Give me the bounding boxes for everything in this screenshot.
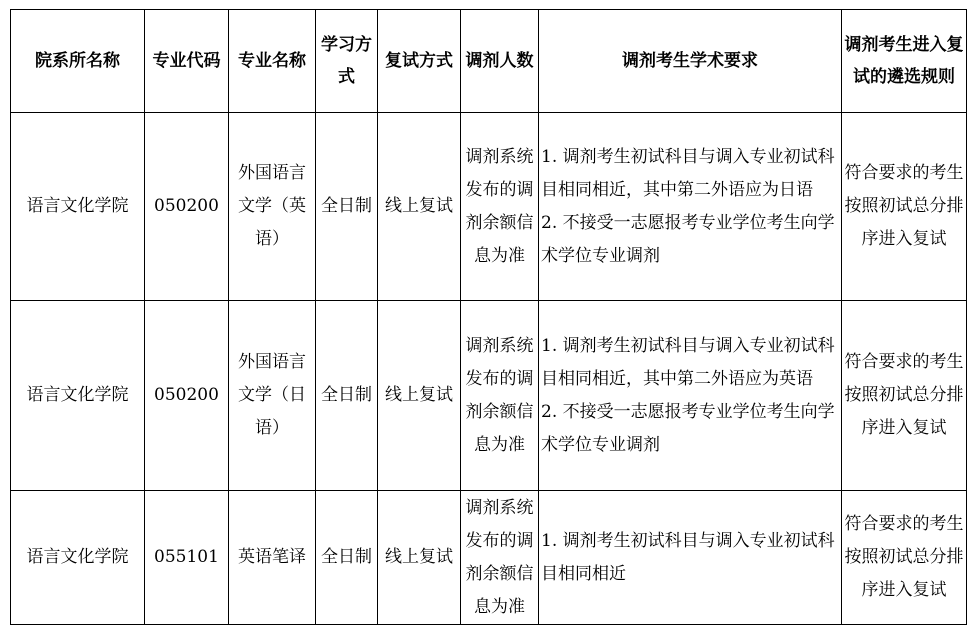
header-rule: 调剂考生进入复试的遴选规则 bbox=[842, 10, 967, 113]
cell-mode: 全日制 bbox=[316, 301, 378, 491]
header-code: 专业代码 bbox=[145, 10, 229, 113]
header-exam: 复试方式 bbox=[378, 10, 461, 113]
cell-code: 050200 bbox=[145, 113, 229, 301]
header-count: 调剂人数 bbox=[461, 10, 539, 113]
cell-rule: 符合要求的考生按照初试总分排序进入复试 bbox=[842, 301, 967, 491]
header-req: 调剂考生学术要求 bbox=[539, 10, 842, 113]
header-row bbox=[11, 10, 967, 113]
cell-dept: 语言文化学院 bbox=[11, 301, 145, 491]
cell-code: 050200 bbox=[145, 301, 229, 491]
cell-name: 外国语言文学（英语） bbox=[229, 113, 316, 301]
header-mode: 学习方式 bbox=[316, 10, 378, 113]
cell-dept: 语言文化学院 bbox=[11, 491, 145, 625]
table-row bbox=[11, 113, 967, 301]
header-dept: 院系所名称 bbox=[11, 10, 145, 113]
header-name: 专业名称 bbox=[229, 10, 316, 113]
table-row bbox=[11, 301, 967, 491]
cell-exam: 线上复试 bbox=[378, 301, 461, 491]
cell-name: 外国语言文学（日语） bbox=[229, 301, 316, 491]
cell-exam: 线上复试 bbox=[378, 113, 461, 301]
cell-rule: 符合要求的考生按照初试总分排序进入复试 bbox=[842, 113, 967, 301]
cell-count: 调剂系统发布的调剂余额信息为准 bbox=[461, 113, 539, 301]
cell-req: 1. 调剂考生初试科目与调入专业初试科目相同相近，其中第二外语应为日语 2. 不接受一志愿报考专业学位考生向学术学位专业调剂 bbox=[539, 113, 842, 301]
cell-mode: 全日制 bbox=[316, 491, 378, 625]
cell-rule: 符合要求的考生按照初试总分排序进入复试 bbox=[842, 491, 967, 625]
cell-code: 055101 bbox=[145, 491, 229, 625]
table-row bbox=[11, 491, 967, 625]
cell-count: 调剂系统发布的调剂余额信息为准 bbox=[461, 491, 539, 625]
cell-count: 调剂系统发布的调剂余额信息为准 bbox=[461, 301, 539, 491]
cell-req: 1. 调剂考生初试科目与调入专业初试科目相同相近，其中第二外语应为英语 2. 不接受一志愿报考专业学位考生向学术学位专业调剂 bbox=[539, 301, 842, 491]
cell-name: 英语笔译 bbox=[229, 491, 316, 625]
cell-mode: 全日制 bbox=[316, 113, 378, 301]
cell-req: 1. 调剂考生初试科目与调入专业初试科目相同相近 bbox=[539, 491, 842, 625]
cell-dept: 语言文化学院 bbox=[11, 113, 145, 301]
cell-exam: 线上复试 bbox=[378, 491, 461, 625]
adjustment-table bbox=[10, 9, 967, 625]
